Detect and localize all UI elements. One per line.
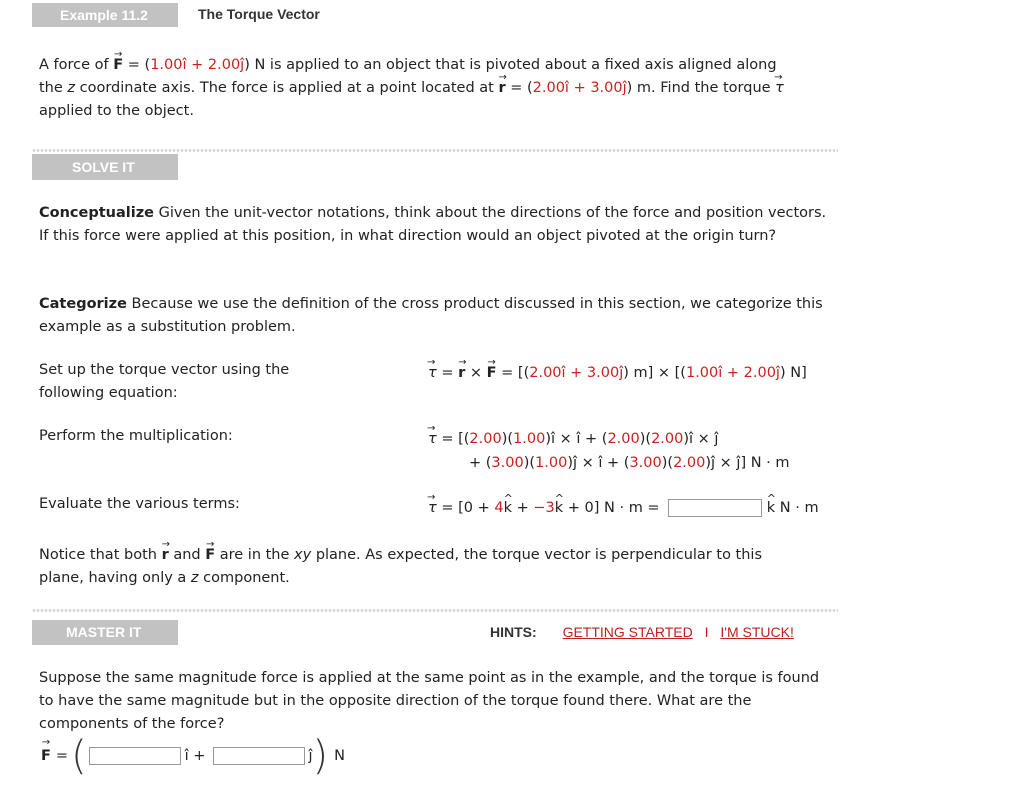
problem-line-1 bbox=[39, 54, 829, 77]
k-unit-vector: ^ k bbox=[767, 497, 775, 520]
step3-label: Evaluate the various terms: bbox=[39, 496, 240, 512]
eq-text: )î × î + ( bbox=[545, 431, 608, 447]
problem-text-3: the bbox=[39, 80, 63, 96]
eq-text: ) m] × [( bbox=[623, 365, 686, 381]
step1-f-value: 1.00î + 2.00ĵ bbox=[685, 365, 780, 381]
hints-label: HINTS: bbox=[490, 624, 537, 640]
step1-r-value: 2.00î + 3.00ĵ bbox=[529, 365, 624, 381]
eq-text: )( bbox=[523, 455, 536, 471]
problem-line-3: applied to the object. bbox=[39, 103, 194, 119]
force-j-input[interactable] bbox=[213, 747, 305, 765]
torque-vector-symbol: → τ bbox=[775, 77, 784, 100]
i-unit-vector: î + bbox=[184, 748, 206, 764]
force-vector-symbol: → F bbox=[487, 362, 497, 385]
notice-text: are in the bbox=[219, 547, 290, 563]
z-axis-symbol: z bbox=[190, 570, 199, 586]
equals-sign: = bbox=[127, 57, 140, 73]
step2-value: 2.00 bbox=[651, 431, 684, 447]
eq-text: )( bbox=[661, 455, 674, 471]
example-label-text: Example 11.2 bbox=[60, 7, 148, 23]
divider bbox=[32, 149, 838, 152]
step1-label bbox=[39, 359, 339, 405]
force-value: 1.00î + 2.00ĵ bbox=[150, 57, 245, 73]
position-vector-symbol: → r bbox=[458, 362, 465, 385]
eq-text: + 0] N · m = bbox=[563, 500, 660, 516]
step2-value: 1.00 bbox=[535, 455, 568, 471]
eq-text: = bbox=[441, 365, 459, 381]
eq-text: )( bbox=[501, 431, 514, 447]
getting-started-link[interactable]: GETTING STARTED bbox=[562, 624, 693, 640]
divider bbox=[32, 609, 838, 612]
xy-plane-symbol: xy bbox=[294, 547, 312, 563]
eq-text: = [( bbox=[441, 431, 470, 447]
paren: = ( bbox=[510, 80, 533, 96]
eq-text: N · m bbox=[775, 500, 819, 516]
j-unit-vector: ĵ bbox=[308, 748, 313, 764]
paren: ( bbox=[144, 57, 151, 73]
k-unit-vector: ^ k bbox=[555, 497, 563, 520]
step3-value: 4 bbox=[494, 500, 504, 516]
step2-equation-line2 bbox=[469, 452, 790, 475]
step2-value: 2.00 bbox=[469, 431, 502, 447]
solve-it-tab bbox=[32, 154, 178, 180]
step2-value: 2.00 bbox=[673, 455, 706, 471]
position-value: 2.00î + 3.00ĵ bbox=[532, 80, 627, 96]
k-unit-vector: ^ k bbox=[504, 497, 512, 520]
im-stuck-link[interactable]: I'M STUCK! bbox=[720, 624, 794, 640]
notice-paragraph bbox=[39, 544, 829, 590]
problem-text-2: ) N is applied to an object that is pivoted about a fixed axis aligned along bbox=[244, 57, 777, 73]
step1-equation bbox=[428, 362, 807, 385]
paren-open: ( bbox=[71, 733, 87, 779]
eq-text: + ( bbox=[469, 455, 492, 471]
torque-vector-symbol: → τ bbox=[428, 497, 437, 520]
step1-label-line1: Set up the torque vector using the bbox=[39, 362, 290, 378]
eq-text: )î × ĵ bbox=[683, 431, 719, 447]
z-axis-symbol: z bbox=[67, 80, 76, 96]
torque-vector-symbol: → τ bbox=[428, 428, 437, 451]
conceptualize-section bbox=[39, 202, 829, 248]
torque-answer-input[interactable] bbox=[668, 499, 762, 517]
force-unit: N bbox=[334, 748, 345, 764]
eq-text: × bbox=[465, 365, 487, 381]
eq-text: + bbox=[512, 500, 534, 516]
problem-line-2 bbox=[39, 77, 829, 100]
torque-vector-symbol: → τ bbox=[428, 362, 437, 385]
example-label bbox=[32, 3, 178, 27]
problem-text-4: coordinate axis. The force is applied at a point located at bbox=[79, 80, 494, 96]
master-it-label: MASTER IT bbox=[66, 624, 142, 640]
categorize-label: Categorize bbox=[39, 296, 127, 312]
position-vector-symbol: → r bbox=[498, 77, 505, 100]
hint-separator: I bbox=[704, 624, 709, 640]
position-vector-symbol: → r bbox=[162, 544, 169, 567]
notice-line-2 bbox=[39, 567, 829, 590]
step3-equation bbox=[428, 497, 819, 520]
eq-text: = [( bbox=[496, 365, 530, 381]
step2-value: 1.00 bbox=[513, 431, 546, 447]
notice-text: plane. As expected, the torque vector is perpendicular to this bbox=[315, 547, 763, 563]
conceptualize-text: Given the unit-vector notations, think about the directions of the force and position vectors. If this force were applied at this position, in what direction would an object pivoted at the origin turn? bbox=[39, 205, 827, 244]
force-vector-symbol: → F bbox=[205, 544, 215, 567]
problem-text-1: A force of bbox=[39, 57, 109, 73]
step3-value: −3 bbox=[533, 500, 555, 516]
hints-bar bbox=[490, 624, 794, 640]
equals-sign: = bbox=[55, 748, 69, 764]
problem-statement bbox=[39, 54, 829, 123]
step2-value: 3.00 bbox=[491, 455, 524, 471]
categorize-text: Because we use the definition of the cross product discussed in this section, we categorize this example as a substitution problem. bbox=[39, 296, 823, 335]
solve-it-label: SOLVE IT bbox=[72, 159, 135, 175]
master-question: Suppose the same magnitude force is applied at the same point as in the example, and the torque is found to have the same magnitude but in the opposite direction of the torque found there. What are the components of the force? bbox=[39, 670, 820, 732]
force-vector-symbol: → F bbox=[113, 54, 123, 77]
step2-value: 2.00 bbox=[607, 431, 640, 447]
step2-equation-line1 bbox=[428, 428, 718, 451]
step1-label-line2: following equation: bbox=[39, 385, 178, 401]
eq-text: )( bbox=[639, 431, 652, 447]
eq-text: )ĵ × ĵ] N · m bbox=[705, 455, 790, 471]
notice-text: and bbox=[173, 547, 201, 563]
problem-text-5: ) m. Find the torque bbox=[626, 80, 771, 96]
notice-text: plane, having only a bbox=[39, 570, 187, 586]
force-vector-symbol: → F bbox=[41, 748, 51, 764]
categorize-section bbox=[39, 293, 829, 339]
master-it-tab bbox=[32, 620, 178, 645]
page-title: The Torque Vector bbox=[198, 6, 320, 22]
eq-text: ) N] bbox=[779, 365, 807, 381]
conceptualize-label: Conceptualize bbox=[39, 205, 154, 221]
step2-label: Perform the multiplication: bbox=[39, 428, 233, 444]
notice-text: Notice that both bbox=[39, 547, 157, 563]
eq-text: = [0 + bbox=[441, 500, 495, 516]
force-answer-row bbox=[41, 733, 345, 779]
force-i-input[interactable] bbox=[89, 747, 181, 765]
step2-value: 3.00 bbox=[629, 455, 662, 471]
eq-text: )ĵ × î + ( bbox=[567, 455, 630, 471]
notice-line-1 bbox=[39, 544, 829, 567]
paren-close: ) bbox=[312, 733, 329, 779]
notice-text: component. bbox=[203, 570, 290, 586]
